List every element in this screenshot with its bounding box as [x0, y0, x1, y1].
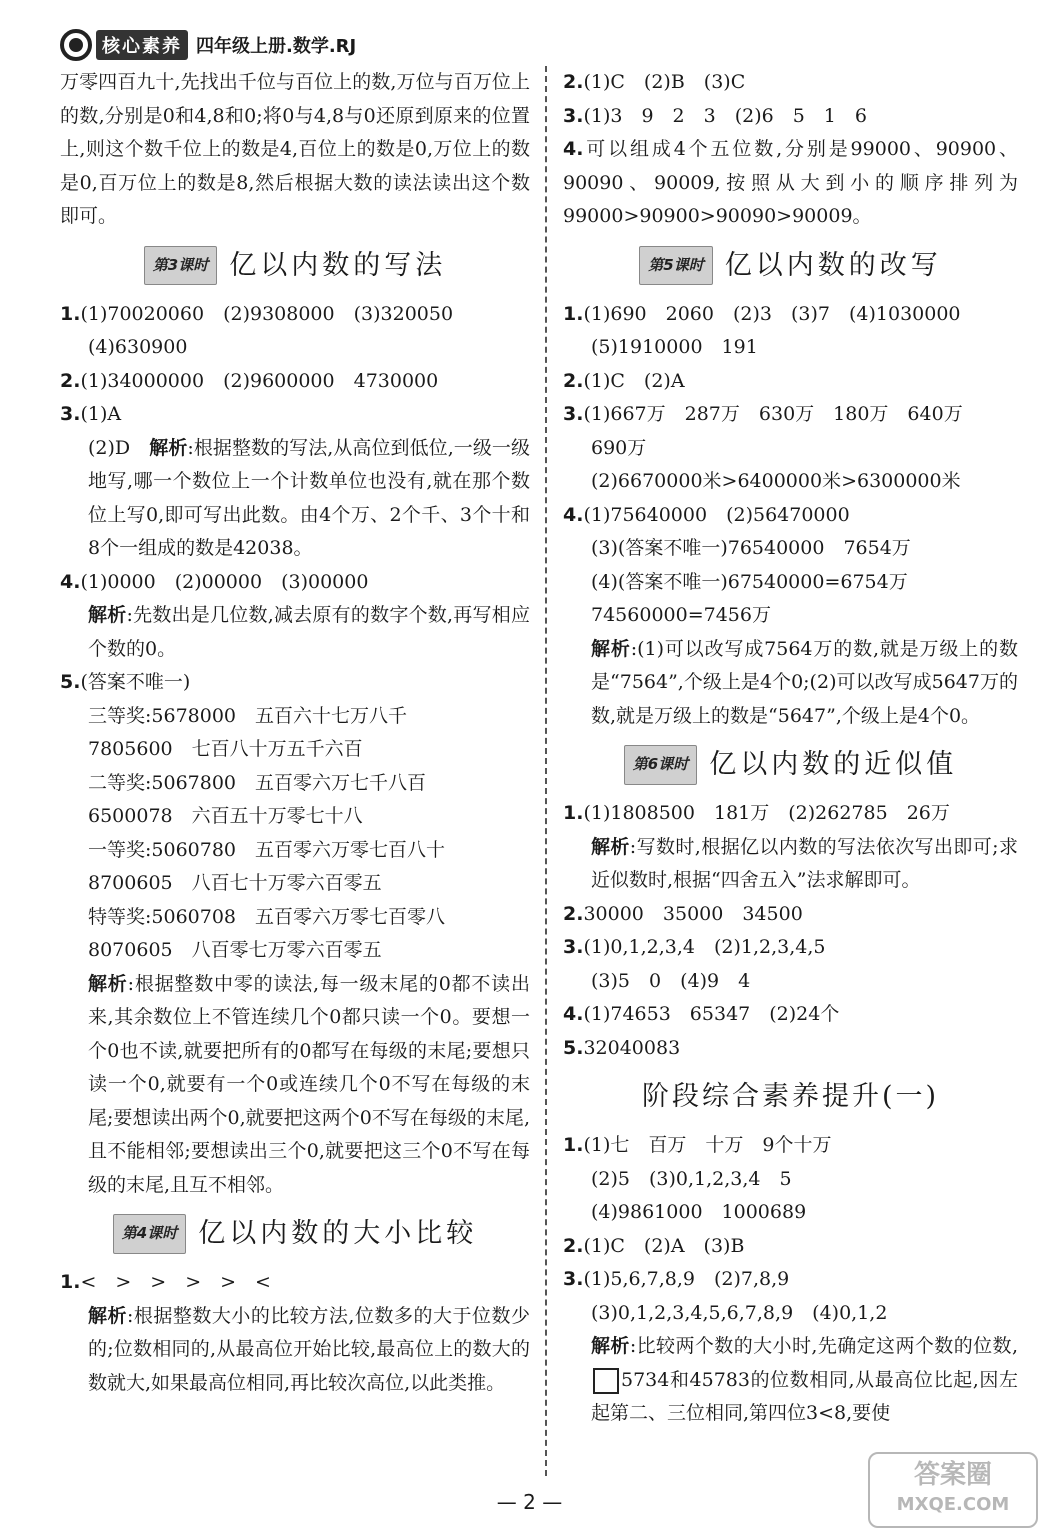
prize-line: 8700605 八百七十万零六百零五 [88, 872, 382, 894]
answer-item: 4.(1)74653 65347 (2)24个 [563, 1003, 840, 1025]
answer-item: 3.(1)A [60, 403, 122, 425]
answer-item: 5.(答案不唯一) [60, 671, 191, 693]
analysis-paragraph: 解析:(1)可以改写成7564万的数,就是万级上的数是“7564”,个级上是4个0;(2)可以改写成5647万的数,就是万级上的数是“5647”,个级上是4个0。 [591, 637, 1018, 727]
publisher-logo [60, 29, 188, 61]
answer-item: 2.(1)34000000 (2)9600000 4730000 [60, 369, 439, 392]
answer-item-cont: 690万 [591, 436, 647, 459]
answer-item: 1.(1)70020060 (2)9308000 (3)320050 [60, 302, 454, 325]
answer-item: 3.(1)667万 287万 630万 180万 640万 [563, 403, 963, 425]
answer-item: 4.(1)75640000 (2)56470000 [563, 503, 850, 526]
answer-item-cont: (3)0,1,2,3,4,5,6,7,8,9 (4)0,1,2 [591, 1301, 888, 1324]
answer-item: 2.(1)C (2)B (3)C [563, 71, 746, 93]
prize-line: 一等奖:5060780 五百零六万零七百八十 [88, 838, 446, 861]
stage-review-title: 阶段综合素养提升(一) [641, 1081, 940, 1112]
lesson-tag: 第4课时 [113, 1214, 186, 1254]
page-header [60, 28, 356, 62]
answer-item: 3.(1)0,1,2,3,4 (2)1,2,3,4,5 [563, 936, 826, 958]
section-heading-6 [563, 737, 1018, 793]
answer-item: 3.(1)3 9 2 3 (2)6 5 1 6 [563, 104, 867, 127]
target-icon [60, 29, 92, 61]
book-title: 四年级上册.数学.RJ [196, 36, 357, 57]
analysis-paragraph: 解析:根据整数大小的比较方法,位数多的大于位数少的;位数相同的,从最高位开始比较,最高位上的数大的数就大,如果最高位相同,再比较次高位,以此类推。 [88, 1304, 530, 1394]
section-heading-4 [60, 1206, 530, 1262]
column-divider [545, 66, 547, 1476]
analysis-paragraph: 解析:先数出是几位数,减去原有的数字个数,再写相应个数的0。 [88, 604, 530, 660]
intro-paragraph: 万零四百九十,先找出千位与百位上的数,万位与百万位上的数,分别是0和4,8和0;将0与4,8与0还原到原来的位置上,则这个数千位上的数是4,百位上的数是0,万位上的数是0,百万位上的数是8,然后根据大数的读法读出这个数即可。 [60, 71, 530, 227]
analysis-paragraph: 解析:写数时,根据亿以内数的写法依次写出即可;求近似数时,根据“四舍五入”法求解即可。 [591, 835, 1018, 891]
answer-item-cont: (4)630900 [88, 336, 188, 358]
analysis-paragraph: (2)D 解析:根据整数的写法,从高位到低位,一级一级地写,哪一个数位上一个计数单位也没有,就在那个数位上写0,即可写出此数。由4个万、2个千、3个十和8个一组成的数是42038。 [88, 436, 530, 559]
answer-item: 4.(1)0000 (2)00000 (3)00000 [60, 570, 369, 593]
answer-item: 1.(1)1808500 181万 (2)262785 26万 [563, 802, 950, 824]
answer-item-cont: (3)5 0 (4)9 4 [591, 969, 751, 992]
section-title: 亿以内数的近似值 [709, 749, 958, 781]
prize-line: 二等奖:5067800 五百零六万七千八百 [88, 771, 427, 794]
answer-item-cont: (4)(答案不唯一)67540000=6754万 [591, 570, 908, 593]
lesson-tag: 第5课时 [639, 246, 712, 286]
answer-item: 5.32040083 [563, 1036, 681, 1059]
answer-item-cont: (4)9861000 1000689 [591, 1201, 807, 1223]
answer-item: 2.(1)C (2)A (3)B [563, 1234, 745, 1257]
answer-item: 2.(1)C (2)A [563, 369, 685, 392]
answer-item: 2.30000 35000 34500 [563, 902, 803, 925]
lesson-tag: 第3课时 [144, 246, 217, 286]
prize-line: 7805600 七百八十万五千六百 [88, 738, 363, 760]
prize-line: 特等奖:5060708 五百零六万零七百零八 [88, 905, 446, 928]
answer-item-cont: (2)5 (3)0,1,2,3,4 5 [591, 1167, 792, 1190]
analysis-paragraph: 解析:比较两个数的大小时,先确定这两个数的位数,5734和45783的位数相同,从最高位比起,因左起第二、三位相同,第四位3<8,要使 [591, 1335, 1018, 1424]
right-column [563, 66, 1018, 1431]
section-heading-5 [563, 238, 1018, 294]
page-number: — 2 — [496, 1490, 563, 1514]
prize-line: 6500078 六百五十万零七十八 [88, 805, 363, 827]
answer-item-cont: (2)6670000米>6400000米>6300000米 [591, 470, 961, 492]
left-column [60, 66, 530, 1400]
logo-text: 核心素养 [96, 30, 188, 60]
answer-item: 1.(1)690 2060 (2)3 (3)7 (4)1030000 [563, 302, 961, 325]
prize-line: 8070605 八百零七万零六百零五 [88, 939, 382, 961]
site-watermark: 答案圈 MXQE.COM [868, 1452, 1038, 1528]
answer-item-cont: (3)(答案不唯一)76540000 7654万 [591, 537, 911, 559]
answer-item-cont: 74560000=7456万 [591, 604, 771, 626]
section-heading-3 [60, 238, 530, 294]
section-title: 亿以内数的写法 [229, 249, 447, 281]
prize-line: 三等奖:5678000 五百六十七万八千 [88, 704, 408, 727]
section-title: 亿以内数的改写 [724, 249, 942, 281]
section-title: 亿以内数的大小比较 [198, 1218, 478, 1250]
analysis-paragraph: 解析:根据整数中零的读法,每一级末尾的0都不读出来,其余数位上不管连续几个0都只读一个0。要想一个0也不读,就要把所有的0都写在每级的末尾;要想只读一个0,就要有一个0或连续几个0不写在每级的末尾;要想读出两个0,就要把这两个0不写在每级的末尾,且不能相邻;要想读出三个0,就要把这三个0不写在每级的末尾,且互不相邻。 [88, 972, 530, 1196]
prize-list [60, 700, 530, 968]
answer-item-cont: (5)1910000 191 [591, 336, 758, 358]
answer-item: 4.可以组成4个五位数,分别是99000、90900、90090、90009,按照从大到小的顺序排列为99000>90900>90090>90009。 [563, 138, 1018, 227]
answer-item: 1.< > > > > < [60, 1271, 271, 1293]
blank-box [593, 1368, 619, 1394]
answer-item: 1.(1)七 百万 十万 9个十万 [563, 1134, 832, 1156]
answer-item: 3.(1)5,6,7,8,9 (2)7,8,9 [563, 1268, 790, 1290]
lesson-tag: 第6课时 [624, 745, 697, 785]
